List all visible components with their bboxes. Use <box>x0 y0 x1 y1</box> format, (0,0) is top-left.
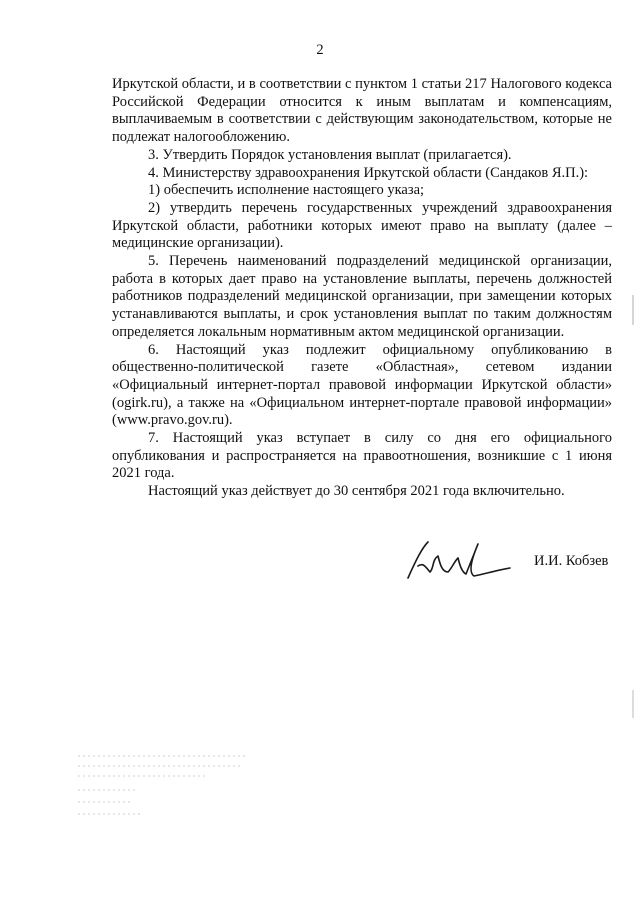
scan-edge-mark <box>632 690 634 718</box>
paragraph-3: 3. Утвердить Порядок установления выплат (прилагается). <box>148 146 512 163</box>
signature-icon <box>402 538 512 582</box>
paragraph-6: 6. Настоящий указ подлежит официальному опубликованию в общественно-политической газете «Областная», сетевом издании «Официальный интернет-портал правовой информации Иркутской области» (ogirk.ru), а также на «Официальном интернет-портале правовой информации» (www.pravo.gov.ru). <box>112 341 612 429</box>
scan-edge-mark <box>632 295 634 325</box>
paragraph-4: 4. Министерству здравоохранения Иркутской области (Сандаков Я.П.): <box>148 164 589 181</box>
paragraph-continuation: Иркутской области, и в соответствии с пунктом 1 статьи 217 Налогового кодекса Российской Федерации относится к иным выплатам и компенсациям, выплачиваемым в соответствии с действующим законодательством, которые не подлежат налогообложению. <box>112 76 612 146</box>
paragraph-4-1: 1) обеспечить исполнение настоящего указа; <box>148 182 425 199</box>
paragraph-7: 7. Настоящий указ вступает в силу со дня его официального опубликования и распространяется на правоотношения, возникшие с 1 июня 2021 года. <box>112 430 612 482</box>
paragraph-4-2: 2) утвердить перечень государственных учреждений здравоохранения Иркутской области, работники которых имеют право на выплату (далее – медицинские организации). <box>112 199 612 252</box>
page-number: 2 <box>316 42 324 58</box>
signer-name: И.И. Кобзев <box>534 553 609 569</box>
stamp-icon <box>76 750 256 820</box>
paragraph-validity: Настоящий указ действует до 30 сентября 2021 года включительно. <box>148 483 565 500</box>
document-body <box>112 76 612 501</box>
paragraph-5: 5. Перечень наименований подразделений медицинской организации, работа в которых дает право на установление выплаты, перечень должностей работников подразделений медицинской организации, при замещении которых устанавливаются выплаты, и срок установления выплат по таким должностям определяется локальным нормативным актом медицинской организации. <box>112 253 612 340</box>
